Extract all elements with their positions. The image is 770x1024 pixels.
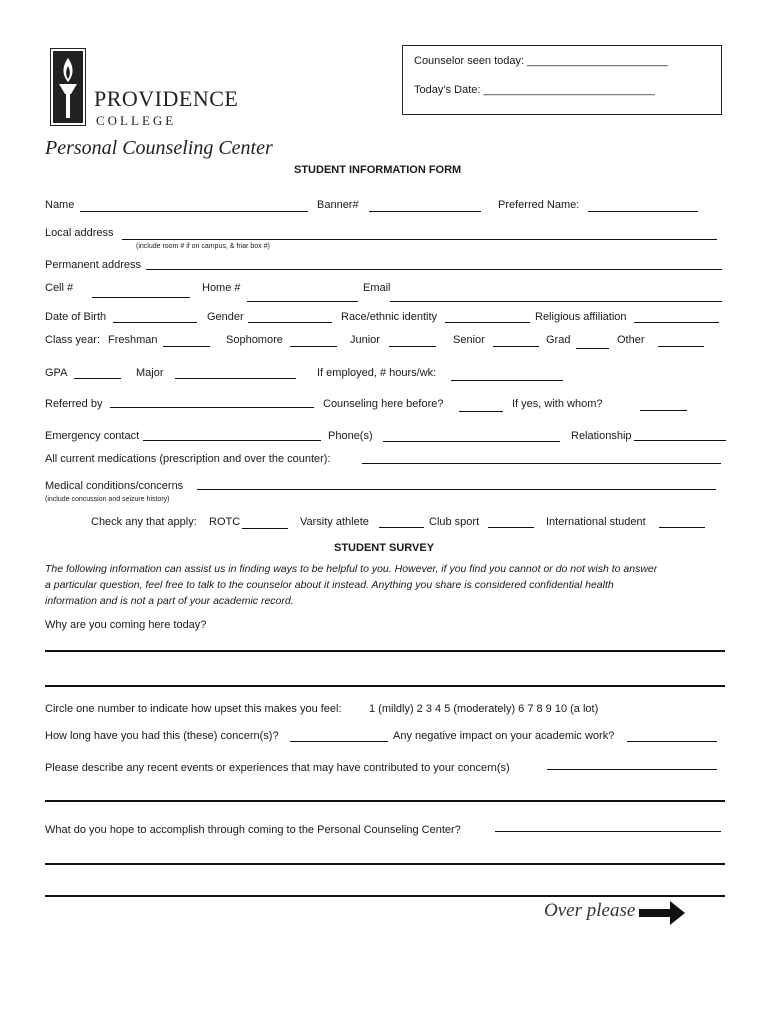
why-answer-line-1[interactable] <box>45 650 725 652</box>
class-year-label: Class year: <box>45 334 101 346</box>
dob-input[interactable] <box>113 322 197 323</box>
survey-title: STUDENT SURVEY <box>334 542 435 554</box>
religion-input[interactable] <box>634 322 719 323</box>
if-yes-input[interactable] <box>640 410 687 411</box>
survey-intro-1: The following information can assist us in finding ways to be helpful to you. However, if you find you cannot or do not wish to answer <box>45 563 658 575</box>
other-label: Other <box>617 334 645 346</box>
preferred-name-label: Preferred Name: <box>498 199 580 211</box>
banner-input[interactable] <box>369 211 481 212</box>
impact-label: Any negative impact on your academic work? <box>393 730 615 742</box>
employed-input[interactable] <box>451 380 563 381</box>
how-long-input[interactable] <box>290 741 388 742</box>
referred-input[interactable] <box>110 407 314 408</box>
over-please-text: Over please <box>544 900 636 921</box>
events-answer-line[interactable] <box>45 800 725 802</box>
sophomore-label: Sophomore <box>226 334 283 346</box>
permanent-address-input[interactable] <box>146 269 722 270</box>
gpa-label: GPA <box>45 367 68 379</box>
circle-label: Circle one number to indicate how upset this makes you feel: <box>45 703 342 715</box>
referred-label: Referred by <box>45 398 103 410</box>
grad-input[interactable] <box>576 348 609 349</box>
todays-date-field[interactable]: Today’s Date: ____________________________ <box>414 84 655 96</box>
home-input[interactable] <box>247 301 358 302</box>
dob-label: Date of Birth <box>45 311 107 323</box>
why-label: Why are you coming here today? <box>45 619 207 631</box>
form-title: STUDENT INFORMATION FORM <box>294 164 462 176</box>
varsity-label: Varsity athlete <box>300 516 369 528</box>
medical-hint: (include concussion and seizure history) <box>45 496 170 503</box>
major-input[interactable] <box>175 378 296 379</box>
local-address-hint: (include room # if on campus, & friar box #) <box>136 243 270 250</box>
local-address-input[interactable] <box>122 239 717 240</box>
emergency-label: Emergency contact <box>45 430 140 442</box>
impact-input[interactable] <box>627 741 717 742</box>
survey-intro-3: information and is not a part of your academic record. <box>45 595 294 607</box>
phone-label: Phone(s) <box>328 430 373 442</box>
events-label: Please describe any recent events or experiences that may have contributed to your concern(s) <box>45 762 510 774</box>
check-any-label: Check any that apply: <box>91 516 197 528</box>
email-input[interactable] <box>390 301 722 302</box>
arrow-right-icon <box>638 900 686 926</box>
sophomore-input[interactable] <box>290 346 337 347</box>
counseling-before-label: Counseling here before? <box>323 398 444 410</box>
varsity-checkbox[interactable] <box>379 527 424 528</box>
hope-answer-line-1[interactable] <box>45 863 725 865</box>
religion-label: Religious affiliation <box>535 311 627 323</box>
rotc-checkbox[interactable] <box>242 528 288 529</box>
why-answer-line-2[interactable] <box>45 685 725 687</box>
name-input[interactable] <box>80 211 308 212</box>
junior-input[interactable] <box>389 346 436 347</box>
hope-input[interactable] <box>495 831 721 832</box>
club-sport-label: Club sport <box>429 516 480 528</box>
emergency-input[interactable] <box>143 440 321 441</box>
if-yes-label: If yes, with whom? <box>512 398 603 410</box>
freshman-label: Freshman <box>108 334 158 346</box>
club-sport-checkbox[interactable] <box>488 527 534 528</box>
medications-input[interactable] <box>362 463 721 464</box>
gpa-input[interactable] <box>74 378 121 379</box>
name-label: Name <box>45 199 75 211</box>
torch-emblem-icon <box>50 48 86 126</box>
race-label: Race/ethnic identity <box>341 311 437 323</box>
gender-input[interactable] <box>248 322 332 323</box>
logo-name: PROVIDENCE <box>94 86 239 111</box>
permanent-address-label: Permanent address <box>45 259 141 271</box>
rotc-label: ROTC <box>209 516 241 528</box>
senior-label: Senior <box>453 334 485 346</box>
survey-intro-2: a particular question, feel free to talk to the counselor about it instead. Anything you share is considered confidential health <box>45 579 614 591</box>
gender-label: Gender <box>207 311 244 323</box>
cell-input[interactable] <box>92 297 190 298</box>
senior-input[interactable] <box>493 346 539 347</box>
race-input[interactable] <box>445 322 530 323</box>
banner-label: Banner# <box>317 199 359 211</box>
major-label: Major <box>136 367 164 379</box>
international-checkbox[interactable] <box>659 527 705 528</box>
email-label: Email <box>363 282 391 294</box>
medications-label: All current medications (prescription and over the counter): <box>45 453 331 465</box>
department-title: Personal Counseling Center <box>45 137 273 159</box>
counseling-before-input[interactable] <box>459 411 503 412</box>
employed-label: If employed, # hours/wk: <box>317 367 437 379</box>
relationship-label: Relationship <box>571 430 632 442</box>
relationship-input[interactable] <box>634 440 726 441</box>
hope-label: What do you hope to accomplish through coming to the Personal Counseling Center? <box>45 824 461 836</box>
counselor-seen-field[interactable]: Counselor seen today: _______________________ <box>414 55 668 67</box>
hope-answer-line-2[interactable] <box>45 895 725 897</box>
how-long-label: How long have you had this (these) concern(s)? <box>45 730 279 742</box>
phone-input[interactable] <box>383 441 560 442</box>
upset-scale[interactable]: 1 (mildly) 2 3 4 5 (moderately) 6 7 8 9 10 (a lot) <box>369 703 599 715</box>
local-address-label: Local address <box>45 227 114 239</box>
freshman-input[interactable] <box>163 346 210 347</box>
international-label: International student <box>546 516 646 528</box>
logo-sub: COLLEGE <box>96 113 177 128</box>
preferred-name-input[interactable] <box>588 211 698 212</box>
medical-label: Medical conditions/concerns <box>45 480 184 492</box>
events-input[interactable] <box>547 769 717 770</box>
medical-input[interactable] <box>197 489 716 490</box>
home-label: Home # <box>202 282 241 294</box>
other-input[interactable] <box>658 346 704 347</box>
junior-label: Junior <box>350 334 380 346</box>
cell-label: Cell # <box>45 282 74 294</box>
grad-label: Grad <box>546 334 571 346</box>
